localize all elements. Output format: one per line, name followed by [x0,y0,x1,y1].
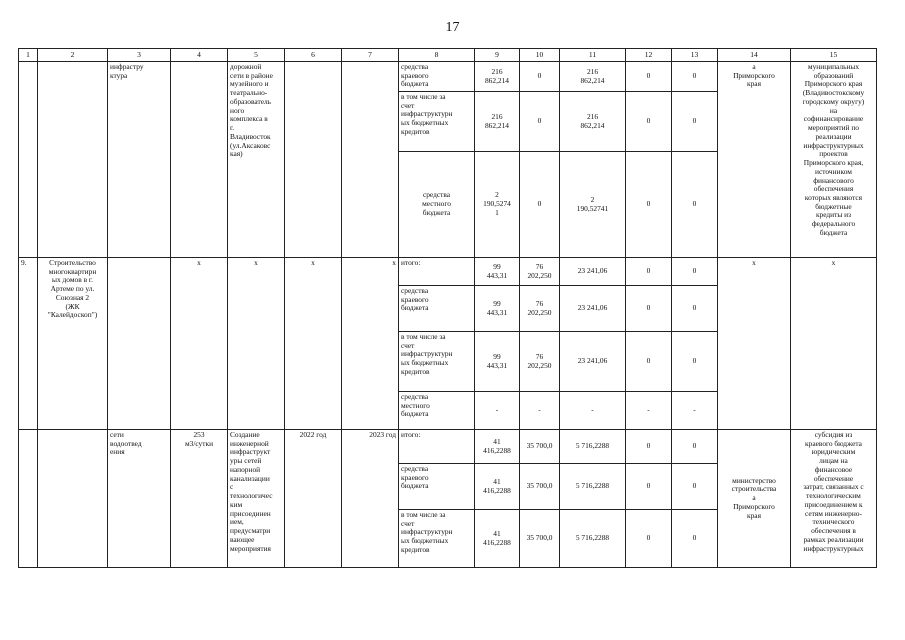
cell-end-year [342,62,399,258]
cell-value: 0 [672,152,718,258]
cell-value: 0 [672,62,718,92]
cell-value: 0 [672,510,718,568]
cell-source: итого: [399,430,475,464]
cell-description: Создание инженерной инфраструкт уры сетей напорной канализации с технологичес ким присоединен ием, предусматри вающее мероприятия [228,430,285,568]
cell-value: 2 190,52741 [560,152,626,258]
col-number: 14 [718,49,791,62]
cell-value: 76 202,250 [520,258,560,286]
cell-executor: а Приморского края [718,62,791,258]
cell-source: в том числе за счет инфраструктурн ых бюджетных кредитов [399,510,475,568]
cell-note: х [791,258,877,430]
cell-end-year: х [342,258,399,430]
cell-value: 0 [520,152,560,258]
cell-value: 216 862,214 [560,92,626,152]
cell-value: - [560,392,626,430]
cell-source: в том числе за счет инфраструктурн ых бюджетных кредитов [399,92,475,152]
cell-value: 76 202,250 [520,332,560,392]
cell-source: средства краевого бюджета [399,464,475,510]
cell-value: - [626,392,672,430]
budget-table [18,48,877,568]
cell-start-year [285,62,342,258]
table-row [19,62,877,92]
cell-value: 35 700,0 [520,430,560,464]
col-number: 9 [475,49,520,62]
cell-value: 0 [626,464,672,510]
cell-total: - [475,392,520,430]
col-number: 2 [38,49,108,62]
cell-value: 0 [520,92,560,152]
cell-value: 0 [520,62,560,92]
cell-value: 0 [626,286,672,332]
col-number: 5 [228,49,285,62]
cell-value: 0 [672,464,718,510]
cell-source: средства местного бюджета [399,152,475,258]
col-number: 10 [520,49,560,62]
cell-source: в том числе за счет инфраструктурн ых бюджетных кредитов [399,332,475,392]
cell-total: 41 416,2288 [475,430,520,464]
cell-total: 41 416,2288 [475,464,520,510]
cell-value: 0 [672,258,718,286]
cell-capacity [171,62,228,258]
cell-value: 0 [672,286,718,332]
cell-value: 216 862,214 [560,62,626,92]
cell-total: 2 190,5274 1 [475,152,520,258]
cell-value: - [672,392,718,430]
page-number: 17 [445,20,460,35]
col-number: 6 [285,49,342,62]
cell-note: субсидия из краевого бюджета юридическим лицам на финансовое обеспечение затрат, связанных с технологическим присоединением к сетям инженерно- технического обеспечения в рамках реализации инфраструктурных [791,430,877,568]
cell-value: - [520,392,560,430]
cell-total: 99 443,31 [475,286,520,332]
cell-value: 5 716,2288 [560,464,626,510]
cell-description: х [228,258,285,430]
cell-value: 5 716,2288 [560,510,626,568]
col-number: 12 [626,49,672,62]
cell-num [19,430,38,568]
col-number: 7 [342,49,399,62]
cell-value: 0 [626,510,672,568]
col-number: 4 [171,49,228,62]
cell-num: 9. [19,258,38,430]
cell-source: средства краевого бюджета [399,286,475,332]
cell-total: 216 862,214 [475,62,520,92]
cell-total: 216 862,214 [475,92,520,152]
col-number: 1 [19,49,38,62]
table-row [19,430,877,464]
cell-value: 0 [626,92,672,152]
cell-source: средства местного бюджета [399,392,475,430]
cell-note: муниципальных образований Приморского края (Владивостокскому городскому округу) на софинансирование мероприятий по реализации инфраструктурных проектов Приморского края, источником финансового обеспечения которых являются бюджетные кредиты из федерального бюджета [791,62,877,258]
cell-value: 0 [672,430,718,464]
cell-total: 99 443,31 [475,332,520,392]
col-number: 11 [560,49,626,62]
cell-value: 0 [626,152,672,258]
cell-capacity: 253 м3/сутки [171,430,228,568]
cell-name: Строительство многоквартирн ых домов в г. Артеме по ул. Союзная 2 (ЖК "Калейдоскоп") [38,258,108,430]
cell-value: 0 [626,430,672,464]
cell-value: 76 202,250 [520,286,560,332]
cell-value: 0 [626,332,672,392]
cell-value: 23 241,06 [560,286,626,332]
col-number: 13 [672,49,718,62]
cell-start-year: х [285,258,342,430]
cell-value: 23 241,06 [560,258,626,286]
cell-total: 41 416,2288 [475,510,520,568]
cell-executor: х [718,258,791,430]
cell-value: 35 700,0 [520,510,560,568]
cell-end-year: 2023 год [342,430,399,568]
col-number: 8 [399,49,475,62]
cell-description: дорожной сети в районе музейного и театрально- образователь ного комплекса в г. Владивосток (ул.Аксаковс кая) [228,62,285,258]
cell-capacity: х [171,258,228,430]
col-number: 15 [791,49,877,62]
cell-name [38,430,108,568]
cell-object-type [108,258,171,430]
cell-value: 0 [626,62,672,92]
cell-value: 0 [626,258,672,286]
table-row [19,258,877,286]
column-number-row [19,49,877,62]
cell-executor: министерство строительства а Приморского края [718,430,791,568]
cell-name [38,62,108,258]
cell-object-type: инфрастру ктура [108,62,171,258]
cell-value: 35 700,0 [520,464,560,510]
cell-source: итого: [399,258,475,286]
cell-num [19,62,38,258]
col-number: 3 [108,49,171,62]
cell-value: 23 241,06 [560,332,626,392]
cell-value: 0 [672,92,718,152]
cell-total: 99 443,31 [475,258,520,286]
cell-source: средства краевого бюджета [399,62,475,92]
cell-start-year: 2022 год [285,430,342,568]
cell-value: 0 [672,332,718,392]
cell-value: 5 716,2288 [560,430,626,464]
cell-object-type: сети водоотвед ения [108,430,171,568]
